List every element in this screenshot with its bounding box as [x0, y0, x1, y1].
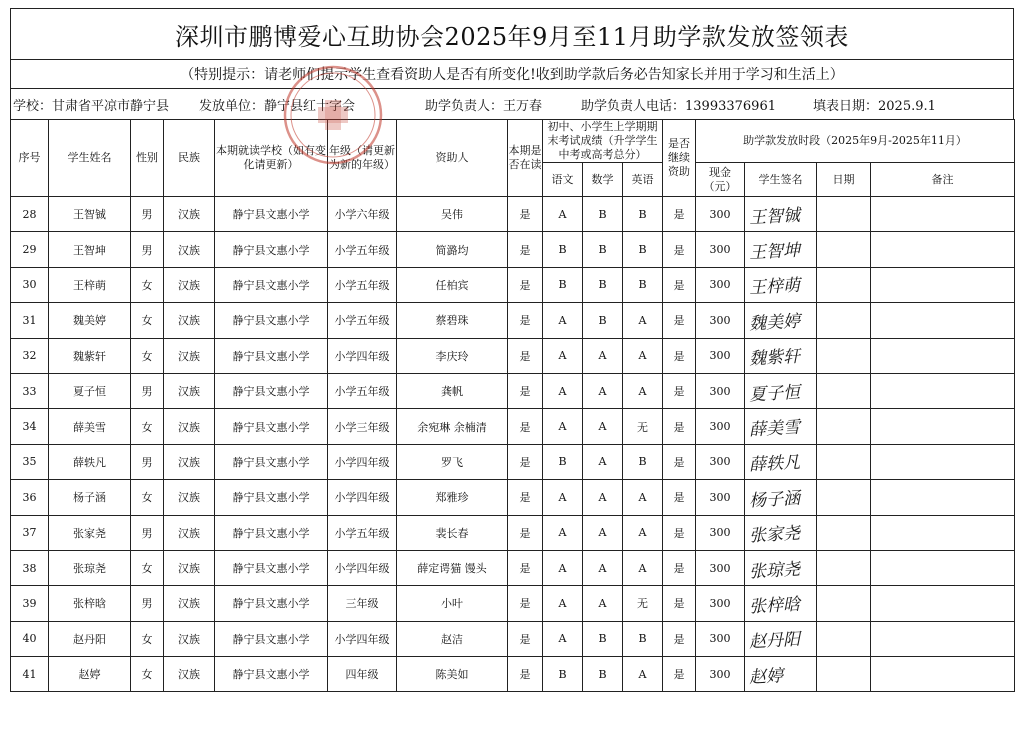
- english-cell: 无: [623, 409, 663, 444]
- remark-cell: [871, 267, 1015, 302]
- grade-cell: 小学四年级: [328, 621, 397, 656]
- english-cell: B: [623, 267, 663, 302]
- gender-cell: 男: [131, 515, 164, 550]
- continue-cell: 是: [663, 621, 696, 656]
- handwritten-signature: 魏美婷: [748, 311, 801, 335]
- ethnicity-cell: 汉族: [164, 232, 215, 267]
- header-grade: 年级（请更新为新的年级）: [328, 120, 397, 197]
- math-cell: B: [583, 232, 623, 267]
- gender-cell: 女: [131, 267, 164, 302]
- sponsor-cell: 裴长春: [397, 515, 508, 550]
- sign-date-cell: [817, 267, 871, 302]
- ethnicity-cell: 汉族: [164, 621, 215, 656]
- ethnicity-cell: 汉族: [164, 515, 215, 550]
- header-name: 学生姓名: [49, 120, 131, 197]
- school-cell: 静宁县文惠小学: [215, 657, 328, 692]
- grade-cell: 小学五年级: [328, 373, 397, 408]
- ethnicity-cell: 汉族: [164, 409, 215, 444]
- enrolled-cell: 是: [508, 303, 543, 338]
- student-signature: [745, 657, 817, 692]
- math-cell: B: [583, 197, 623, 232]
- sponsor-cell: 简潞均: [397, 232, 508, 267]
- english-cell: A: [623, 550, 663, 585]
- remark-cell: [871, 586, 1015, 621]
- handwritten-signature: 王梓萌: [748, 276, 801, 299]
- header-continue: 是否继续资助: [663, 120, 696, 197]
- name-cell: 张家尧: [49, 515, 131, 550]
- table-row: [11, 409, 1015, 444]
- sponsor-cell: 郑雅珍: [397, 480, 508, 515]
- table-row: [11, 480, 1015, 515]
- continue-cell: 是: [663, 197, 696, 232]
- handwritten-signature: 王智铖: [748, 205, 801, 229]
- name-cell: 张梓晗: [49, 586, 131, 621]
- no-cell: 28: [11, 197, 49, 232]
- student-signature: [745, 232, 817, 267]
- table-row: [11, 232, 1015, 267]
- ethnicity-cell: 汉族: [164, 267, 215, 302]
- no-cell: 40: [11, 621, 49, 656]
- ethnicity-cell: 汉族: [164, 550, 215, 585]
- cash-cell: 300: [696, 232, 745, 267]
- continue-cell: 是: [663, 232, 696, 267]
- gender-cell: 男: [131, 232, 164, 267]
- header-scores-group: 初中、小学生上学期期末考试成绩（升学学生中考或高考总分）: [543, 120, 663, 163]
- manager-info: 助学负责人：王万春: [425, 98, 543, 114]
- sponsor-cell: 余宛琳 余楠清: [397, 409, 508, 444]
- handwritten-signature: 魏紫轩: [748, 346, 801, 370]
- gender-cell: 男: [131, 586, 164, 621]
- grade-cell: 小学四年级: [328, 550, 397, 585]
- cash-cell: 300: [696, 373, 745, 408]
- no-cell: 35: [11, 444, 49, 479]
- continue-cell: 是: [663, 373, 696, 408]
- sign-date-cell: [817, 621, 871, 656]
- handwritten-signature: 薛美雪: [748, 417, 801, 441]
- sign-date-cell: [817, 480, 871, 515]
- name-cell: 杨子涵: [49, 480, 131, 515]
- continue-cell: 是: [663, 267, 696, 302]
- ethnicity-cell: 汉族: [164, 197, 215, 232]
- school-cell: 静宁县文惠小学: [215, 267, 328, 302]
- handwritten-signature: 夏子恒: [748, 382, 801, 405]
- ethnicity-cell: 汉族: [164, 373, 215, 408]
- table-row: [11, 515, 1015, 550]
- sign-date-cell: [817, 197, 871, 232]
- chinese-cell: A: [543, 303, 583, 338]
- continue-cell: 是: [663, 303, 696, 338]
- remark-cell: [871, 444, 1015, 479]
- enrolled-cell: 是: [508, 373, 543, 408]
- table-row: [11, 303, 1015, 338]
- chinese-cell: A: [543, 197, 583, 232]
- handwritten-signature: 张琼尧: [748, 559, 801, 582]
- enrolled-cell: 是: [508, 232, 543, 267]
- header-school: 本期就读学校（如有变化请更新）: [215, 120, 328, 197]
- school-cell: 静宁县文惠小学: [215, 621, 328, 656]
- grade-cell: 小学四年级: [328, 480, 397, 515]
- english-cell: A: [623, 303, 663, 338]
- name-cell: 张琼尧: [49, 550, 131, 585]
- ethnicity-cell: 汉族: [164, 657, 215, 692]
- sign-date-cell: [817, 657, 871, 692]
- header-enrolled: 本期是否在读: [508, 120, 543, 197]
- remark-cell: [871, 303, 1015, 338]
- table-row: [11, 550, 1015, 585]
- math-cell: B: [583, 303, 623, 338]
- grade-cell: 小学五年级: [328, 515, 397, 550]
- chinese-cell: B: [543, 657, 583, 692]
- header-gender: 性别: [131, 120, 164, 197]
- continue-cell: 是: [663, 409, 696, 444]
- remark-cell: [871, 621, 1015, 656]
- cash-cell: 300: [696, 550, 745, 585]
- enrolled-cell: 是: [508, 409, 543, 444]
- sign-date-cell: [817, 373, 871, 408]
- header-math: 数学: [583, 163, 623, 197]
- table-row: [11, 586, 1015, 621]
- sponsor-cell: 龚帆: [397, 373, 508, 408]
- student-signature: [745, 550, 817, 585]
- sponsor-cell: 蔡碧珠: [397, 303, 508, 338]
- name-cell: 薛美雪: [49, 409, 131, 444]
- name-cell: 夏子恒: [49, 373, 131, 408]
- name-cell: 王智铖: [49, 197, 131, 232]
- chinese-cell: A: [543, 586, 583, 621]
- name-cell: 赵丹阳: [49, 621, 131, 656]
- continue-cell: 是: [663, 338, 696, 373]
- cash-cell: 300: [696, 303, 745, 338]
- cash-cell: 300: [696, 586, 745, 621]
- cash-cell: 300: [696, 197, 745, 232]
- handwritten-signature: 张家尧: [748, 523, 801, 547]
- ethnicity-cell: 汉族: [164, 444, 215, 479]
- english-cell: 无: [623, 586, 663, 621]
- student-signature: [745, 267, 817, 302]
- name-cell: 赵婷: [49, 657, 131, 692]
- sign-date-cell: [817, 515, 871, 550]
- gender-cell: 女: [131, 338, 164, 373]
- math-cell: A: [583, 586, 623, 621]
- school-cell: 静宁县文惠小学: [215, 515, 328, 550]
- header-sign-date: 日期: [817, 163, 871, 197]
- cash-cell: 300: [696, 267, 745, 302]
- chinese-cell: A: [543, 621, 583, 656]
- grade-cell: 小学六年级: [328, 197, 397, 232]
- student-signature: [745, 303, 817, 338]
- continue-cell: 是: [663, 444, 696, 479]
- handwritten-signature: 王智坤: [748, 240, 801, 264]
- name-cell: 魏紫轩: [49, 338, 131, 373]
- cash-cell: 300: [696, 480, 745, 515]
- enrolled-cell: 是: [508, 197, 543, 232]
- cash-cell: 300: [696, 338, 745, 373]
- remark-cell: [871, 373, 1015, 408]
- chinese-cell: A: [543, 515, 583, 550]
- header-period-group: 助学款发放时段（2025年9月-2025年11月）: [696, 120, 1015, 163]
- sponsor-cell: 小叶: [397, 586, 508, 621]
- sponsor-cell: 赵洁: [397, 621, 508, 656]
- continue-cell: 是: [663, 480, 696, 515]
- student-signature: [745, 444, 817, 479]
- ethnicity-cell: 汉族: [164, 480, 215, 515]
- student-signature: [745, 197, 817, 232]
- school-cell: 静宁县文惠小学: [215, 550, 328, 585]
- remark-cell: [871, 480, 1015, 515]
- student-signature: [745, 515, 817, 550]
- student-signature: [745, 480, 817, 515]
- table-row: [11, 267, 1015, 302]
- school-cell: 静宁县文惠小学: [215, 480, 328, 515]
- cash-cell: 300: [696, 657, 745, 692]
- school-cell: 静宁县文惠小学: [215, 303, 328, 338]
- continue-cell: 是: [663, 657, 696, 692]
- grade-cell: 小学三年级: [328, 409, 397, 444]
- english-cell: A: [623, 657, 663, 692]
- header-ethnicity: 民族: [164, 120, 215, 197]
- continue-cell: 是: [663, 586, 696, 621]
- sign-date-cell: [817, 550, 871, 585]
- header-chinese: 语文: [543, 163, 583, 197]
- remark-cell: [871, 550, 1015, 585]
- school-cell: 静宁县文惠小学: [215, 409, 328, 444]
- school-cell: 静宁县文惠小学: [215, 338, 328, 373]
- ethnicity-cell: 汉族: [164, 338, 215, 373]
- math-cell: A: [583, 550, 623, 585]
- student-table: [10, 119, 1015, 692]
- sign-date-cell: [817, 303, 871, 338]
- continue-cell: 是: [663, 515, 696, 550]
- enrolled-cell: 是: [508, 550, 543, 585]
- phone-info: 助学负责人电话：13993376961: [581, 98, 776, 114]
- sign-date-cell: [817, 444, 871, 479]
- page-title: 深圳市鹏博爱心互助协会2025年9月至11月助学款发放签领表: [10, 8, 1014, 59]
- english-cell: B: [623, 444, 663, 479]
- gender-cell: 男: [131, 373, 164, 408]
- no-cell: 39: [11, 586, 49, 621]
- grade-cell: 小学五年级: [328, 303, 397, 338]
- math-cell: A: [583, 480, 623, 515]
- gender-cell: 女: [131, 550, 164, 585]
- math-cell: A: [583, 338, 623, 373]
- no-cell: 41: [11, 657, 49, 692]
- school-cell: 静宁县文惠小学: [215, 197, 328, 232]
- student-signature: [745, 409, 817, 444]
- math-cell: B: [583, 657, 623, 692]
- header-cash: 现金（元）: [696, 163, 745, 197]
- name-cell: 薛轶凡: [49, 444, 131, 479]
- gender-cell: 男: [131, 444, 164, 479]
- enrolled-cell: 是: [508, 515, 543, 550]
- grade-cell: 小学四年级: [328, 338, 397, 373]
- continue-cell: 是: [663, 550, 696, 585]
- name-cell: 王智坤: [49, 232, 131, 267]
- school-cell: 静宁县文惠小学: [215, 586, 328, 621]
- enrolled-cell: 是: [508, 267, 543, 302]
- chinese-cell: A: [543, 409, 583, 444]
- math-cell: B: [583, 621, 623, 656]
- enrolled-cell: 是: [508, 338, 543, 373]
- remark-cell: [871, 338, 1015, 373]
- english-cell: A: [623, 373, 663, 408]
- chinese-cell: B: [543, 267, 583, 302]
- grade-cell: 三年级: [328, 586, 397, 621]
- gender-cell: 女: [131, 480, 164, 515]
- enrolled-cell: 是: [508, 621, 543, 656]
- no-cell: 29: [11, 232, 49, 267]
- handwritten-signature: 张梓晗: [748, 594, 801, 618]
- school-info: 学校：甘肃省平凉市静宁县: [13, 98, 170, 114]
- math-cell: A: [583, 409, 623, 444]
- chinese-cell: A: [543, 480, 583, 515]
- table-row: [11, 338, 1015, 373]
- chinese-cell: B: [543, 232, 583, 267]
- header-no: 序号: [11, 120, 49, 197]
- header-english: 英语: [623, 163, 663, 197]
- table-row: [11, 373, 1015, 408]
- table-row: [11, 197, 1015, 232]
- enrolled-cell: 是: [508, 444, 543, 479]
- remark-cell: [871, 657, 1015, 692]
- enrolled-cell: 是: [508, 480, 543, 515]
- school-cell: 静宁县文惠小学: [215, 373, 328, 408]
- student-signature: [745, 621, 817, 656]
- table-row: [11, 444, 1015, 479]
- ethnicity-cell: 汉族: [164, 586, 215, 621]
- sponsor-cell: 陈美如: [397, 657, 508, 692]
- remark-cell: [871, 409, 1015, 444]
- sponsor-cell: 罗飞: [397, 444, 508, 479]
- name-cell: 魏美婷: [49, 303, 131, 338]
- handwritten-signature: 赵婷: [748, 665, 784, 688]
- math-cell: A: [583, 373, 623, 408]
- chinese-cell: A: [543, 373, 583, 408]
- header-sponsor: 资助人: [397, 120, 508, 197]
- grade-cell: 四年级: [328, 657, 397, 692]
- no-cell: 36: [11, 480, 49, 515]
- no-cell: 32: [11, 338, 49, 373]
- table-row: [11, 657, 1015, 692]
- english-cell: A: [623, 480, 663, 515]
- chinese-cell: A: [543, 550, 583, 585]
- issuer-info: 发放单位：静宁县红十字会: [199, 98, 356, 114]
- grade-cell: 小学四年级: [328, 444, 397, 479]
- no-cell: 33: [11, 373, 49, 408]
- student-signature: [745, 373, 817, 408]
- sign-date-cell: [817, 586, 871, 621]
- math-cell: A: [583, 444, 623, 479]
- sign-sheet: [10, 8, 1014, 692]
- no-cell: 30: [11, 267, 49, 302]
- info-row: [10, 88, 1014, 119]
- grade-cell: 小学五年级: [328, 232, 397, 267]
- sign-date-cell: [817, 338, 871, 373]
- chinese-cell: A: [543, 338, 583, 373]
- cash-cell: 300: [696, 515, 745, 550]
- date-info: 填表日期：2025.9.1: [813, 98, 936, 114]
- math-cell: A: [583, 515, 623, 550]
- english-cell: A: [623, 338, 663, 373]
- sign-date-cell: [817, 232, 871, 267]
- gender-cell: 女: [131, 621, 164, 656]
- handwritten-signature: 赵丹阳: [748, 630, 801, 653]
- table-row: [11, 621, 1015, 656]
- remark-cell: [871, 515, 1015, 550]
- grade-cell: 小学五年级: [328, 267, 397, 302]
- student-signature: [745, 586, 817, 621]
- english-cell: B: [623, 621, 663, 656]
- sponsor-cell: 李庆玲: [397, 338, 508, 373]
- cash-cell: 300: [696, 444, 745, 479]
- sponsor-cell: 吴伟: [397, 197, 508, 232]
- cash-cell: 300: [696, 409, 745, 444]
- handwritten-signature: 薛轶凡: [748, 453, 801, 476]
- gender-cell: 女: [131, 303, 164, 338]
- sponsor-cell: 任柏宾: [397, 267, 508, 302]
- gender-cell: 男: [131, 197, 164, 232]
- enrolled-cell: 是: [508, 657, 543, 692]
- school-cell: 静宁县文惠小学: [215, 232, 328, 267]
- no-cell: 37: [11, 515, 49, 550]
- remark-cell: [871, 197, 1015, 232]
- sign-date-cell: [817, 409, 871, 444]
- no-cell: 38: [11, 550, 49, 585]
- enrolled-cell: 是: [508, 586, 543, 621]
- no-cell: 31: [11, 303, 49, 338]
- name-cell: 王梓萌: [49, 267, 131, 302]
- math-cell: B: [583, 267, 623, 302]
- student-signature: [745, 338, 817, 373]
- school-cell: 静宁县文惠小学: [215, 444, 328, 479]
- english-cell: B: [623, 197, 663, 232]
- notice-text: （特别提示：请老师们提示学生查看资助人是否有所变化!收到助学款后务必告知家长并用于学习和生活上）: [10, 59, 1014, 88]
- no-cell: 34: [11, 409, 49, 444]
- gender-cell: 女: [131, 409, 164, 444]
- gender-cell: 女: [131, 657, 164, 692]
- ethnicity-cell: 汉族: [164, 303, 215, 338]
- handwritten-signature: 杨子涵: [748, 488, 801, 512]
- chinese-cell: B: [543, 444, 583, 479]
- sponsor-cell: 薛定谔猫 馒头: [397, 550, 508, 585]
- english-cell: B: [623, 232, 663, 267]
- english-cell: A: [623, 515, 663, 550]
- header-remark: 备注: [871, 163, 1015, 197]
- remark-cell: [871, 232, 1015, 267]
- header-signature: 学生签名: [745, 163, 817, 197]
- cash-cell: 300: [696, 621, 745, 656]
